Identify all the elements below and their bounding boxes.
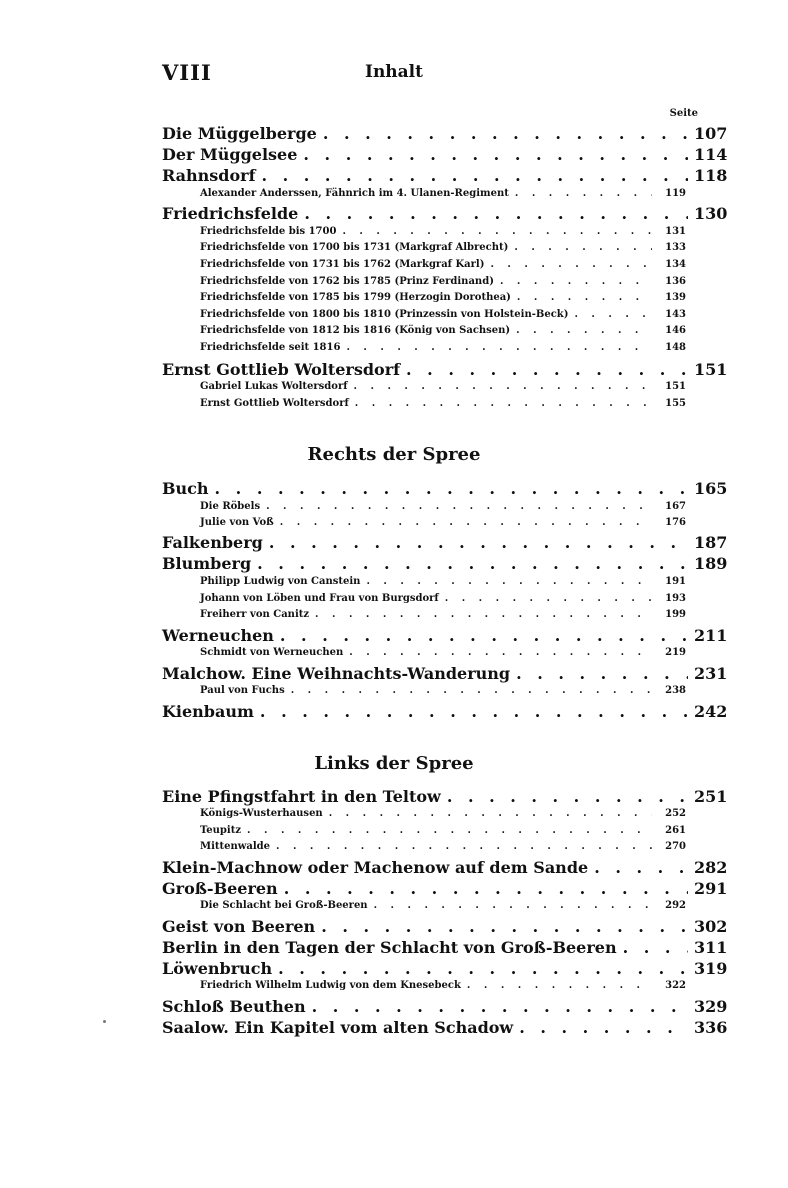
entry-page: 130 [694,204,728,223]
dot-leader [516,664,688,683]
entry-page: 118 [694,166,728,185]
dot-leader [215,479,688,498]
dot-leader [312,997,688,1016]
toc-subentry [200,259,686,275]
dot-leader [490,259,652,270]
toc-subentry [200,808,686,824]
toc-subentry [200,609,686,625]
toc-subentry [200,593,686,609]
toc-entry [162,166,726,186]
dot-leader [266,501,652,512]
dot-leader [354,381,652,392]
dot-leader [247,825,652,836]
entry-page: 148 [665,342,686,353]
section-heading-left: Links der Spree [314,753,474,774]
toc-entry [162,479,726,499]
entry-page: 282 [694,858,728,877]
section-heading-right: Rechts der Spree [307,444,481,465]
entry-title: Paul von Fuchs [200,685,285,696]
entry-title: Friedrichsfelde von 1785 bis 1799 (Herzogin Dorothea) [200,292,511,303]
entry-page: 155 [665,398,686,409]
dot-leader [516,325,652,336]
toc-subentry [200,900,686,916]
toc-subentry [200,292,686,308]
entry-page: 252 [665,808,686,819]
toc-entry [162,938,726,958]
entry-page: 270 [665,841,686,852]
entry-page: 193 [665,593,686,604]
entry-page: 151 [694,360,728,379]
toc-subentry [200,226,686,242]
toc-entry [162,858,726,878]
entry-title: Buch [162,479,209,498]
toc-subentry [200,309,686,325]
entry-page: 261 [665,825,686,836]
dot-leader [467,980,652,991]
toc-entry [162,997,726,1017]
dot-leader [445,593,652,604]
toc-subentry [200,501,686,517]
toc-subentry [200,342,686,358]
entry-page: 146 [665,325,686,336]
entry-page: 319 [694,959,728,978]
toc-subentry [200,381,686,397]
entry-title: Kienbaum [162,702,254,721]
dot-leader [323,124,688,143]
entry-page: 134 [665,259,686,270]
entry-title: Klein-Machnow oder Machenow auf dem Sande [162,858,589,877]
entry-page: 238 [665,685,686,696]
dot-leader [500,276,652,287]
toc-entry [162,626,726,646]
entry-page: 131 [665,226,686,237]
entry-title: Freiherr von Canitz [200,609,310,620]
entry-page: 133 [665,242,686,253]
entry-page: 189 [694,554,728,573]
toc-subentry [200,242,686,258]
entry-page: 292 [665,900,686,911]
entry-title: Die Schlacht bei Groß-Beeren [200,900,368,911]
entry-page: 302 [694,917,728,936]
entry-page: 143 [665,309,686,320]
dot-leader [594,858,688,877]
entry-page: 219 [665,647,686,658]
page-number: VIII [162,60,212,85]
entry-page: 114 [694,145,728,164]
dot-leader [291,685,652,696]
entry-page: 107 [694,124,728,143]
toc-entry [162,360,726,380]
margin-mark [103,1020,106,1023]
entry-title: Friedrich Wilhelm Ludwig von dem Knesebeck [200,980,461,991]
entry-title: Johann von Löben und Frau von Burgsdorf [200,593,439,604]
entry-title: Eine Pfingstfahrt in den Teltow [162,787,441,806]
toc-entry [162,1018,726,1038]
entry-title: Geist von Beeren [162,917,316,936]
entry-page: 251 [694,787,728,806]
toc-entry [162,959,726,979]
entry-title: Friedrichsfelde von 1812 bis 1816 (König von Sachsen) [200,325,511,336]
dot-leader [261,166,688,185]
entry-page: 231 [694,664,728,683]
toc-entry [162,702,726,722]
entry-title: Die Müggelberge [162,124,317,143]
toc-subentry [200,825,686,841]
entry-page: 119 [665,188,686,199]
dot-leader [514,242,652,253]
dot-leader [349,647,652,658]
toc-subentry [200,576,686,592]
dot-leader [366,576,652,587]
dot-leader [315,609,652,620]
toc-subentry [200,841,686,857]
dot-leader [517,292,652,303]
entry-title: Friedrichsfelde von 1700 bis 1731 (Markgraf Albrecht) [200,242,509,253]
dot-leader [623,938,688,957]
dot-leader [515,188,652,199]
toc-entry [162,917,726,937]
entry-page: 336 [694,1018,728,1037]
entry-title: Julie von Voß [200,517,274,528]
entry-title: Friedrichsfelde [162,204,299,223]
entry-title: Groß-Beeren [162,879,278,898]
entry-title: Werneuchen [162,626,274,645]
entry-title: Malchow. Eine Weihnachts-Wanderung [162,664,511,683]
toc-subentry [200,325,686,341]
entry-title: Ernst Gottlieb Woltersdorf [200,398,349,409]
entry-title: Alexander Anderssen, Fähnrich im 4. Ulanen-Regiment [200,188,509,199]
dot-leader [284,879,688,898]
dot-leader [260,702,688,721]
entry-page: 311 [694,938,728,957]
entry-page: 136 [665,276,686,287]
entry-title: Schmidt von Werneuchen [200,647,344,658]
toc-subentry [200,980,686,996]
dot-leader [321,917,688,936]
page-column-label: Seite [669,108,698,119]
toc-subentry [200,188,686,204]
dot-leader [406,360,688,379]
dot-leader [257,554,688,573]
entry-page: 151 [665,381,686,392]
entry-title: Rahnsdorf [162,166,256,185]
entry-title: Saalow. Ein Kapitel vom alten Schadow [162,1018,514,1037]
dot-leader [269,533,688,552]
toc-subentry [200,685,686,701]
entry-title: Die Röbels [200,501,261,512]
entry-title: Schloß Beuthen [162,997,306,1016]
entry-title: Blumberg [162,554,252,573]
dot-leader [374,900,652,911]
dot-leader [304,204,688,223]
entry-page: 329 [694,997,728,1016]
toc-entry [162,204,726,224]
toc-subentry [200,276,686,292]
entry-title: Friedrichsfelde seit 1816 [200,342,341,353]
entry-title: Löwenbruch [162,959,273,978]
toc-subentry [200,398,686,414]
dot-leader [447,787,688,806]
toc-entry [162,879,726,899]
entry-title: Mittenwalde [200,841,270,852]
entry-page: 199 [665,609,686,620]
entry-page: 211 [694,626,728,645]
entry-page: 139 [665,292,686,303]
entry-page: 191 [665,576,686,587]
entry-title: Friedrichsfelde von 1731 bis 1762 (Markgraf Karl) [200,259,485,270]
toc-entry [162,533,726,553]
dot-leader [280,626,688,645]
dot-leader [574,309,652,320]
dot-leader [329,808,652,819]
entry-title: Gabriel Lukas Woltersdorf [200,381,348,392]
dot-leader [355,398,652,409]
entry-title: Friedrichsfelde bis 1700 [200,226,337,237]
toc-entry [162,145,726,165]
entry-page: 187 [694,533,728,552]
entry-page: 165 [694,479,728,498]
entry-title: Königs-Wusterhausen [200,808,323,819]
entry-page: 167 [665,501,686,512]
toc-entry [162,664,726,684]
toc-entry [162,787,726,807]
dot-leader [519,1018,688,1037]
entry-title: Friedrichsfelde von 1762 bis 1785 (Prinz Ferdinand) [200,276,494,287]
entry-title: Friedrichsfelde von 1800 bis 1810 (Prinzessin von Holstein-Beck) [200,309,569,320]
dot-leader [278,959,688,978]
entry-page: 322 [665,980,686,991]
dot-leader [342,226,652,237]
entry-title: Ernst Gottlieb Woltersdorf [162,360,401,379]
page-title: Inhalt [365,62,423,82]
dot-leader [303,145,688,164]
entry-page: 291 [694,879,728,898]
entry-title: Philipp Ludwig von Canstein [200,576,361,587]
toc-entry [162,124,726,144]
entry-page: 242 [694,702,728,721]
toc-subentry [200,517,686,533]
toc-subentry [200,647,686,663]
toc-entry [162,554,726,574]
dot-leader [280,517,652,528]
entry-title: Berlin in den Tagen der Schlacht von Groß-Beeren [162,938,617,957]
entry-page: 176 [665,517,686,528]
dot-leader [276,841,652,852]
entry-title: Der Müggelsee [162,145,298,164]
entry-title: Teupitz [200,825,242,836]
dot-leader [346,342,652,353]
entry-title: Falkenberg [162,533,263,552]
